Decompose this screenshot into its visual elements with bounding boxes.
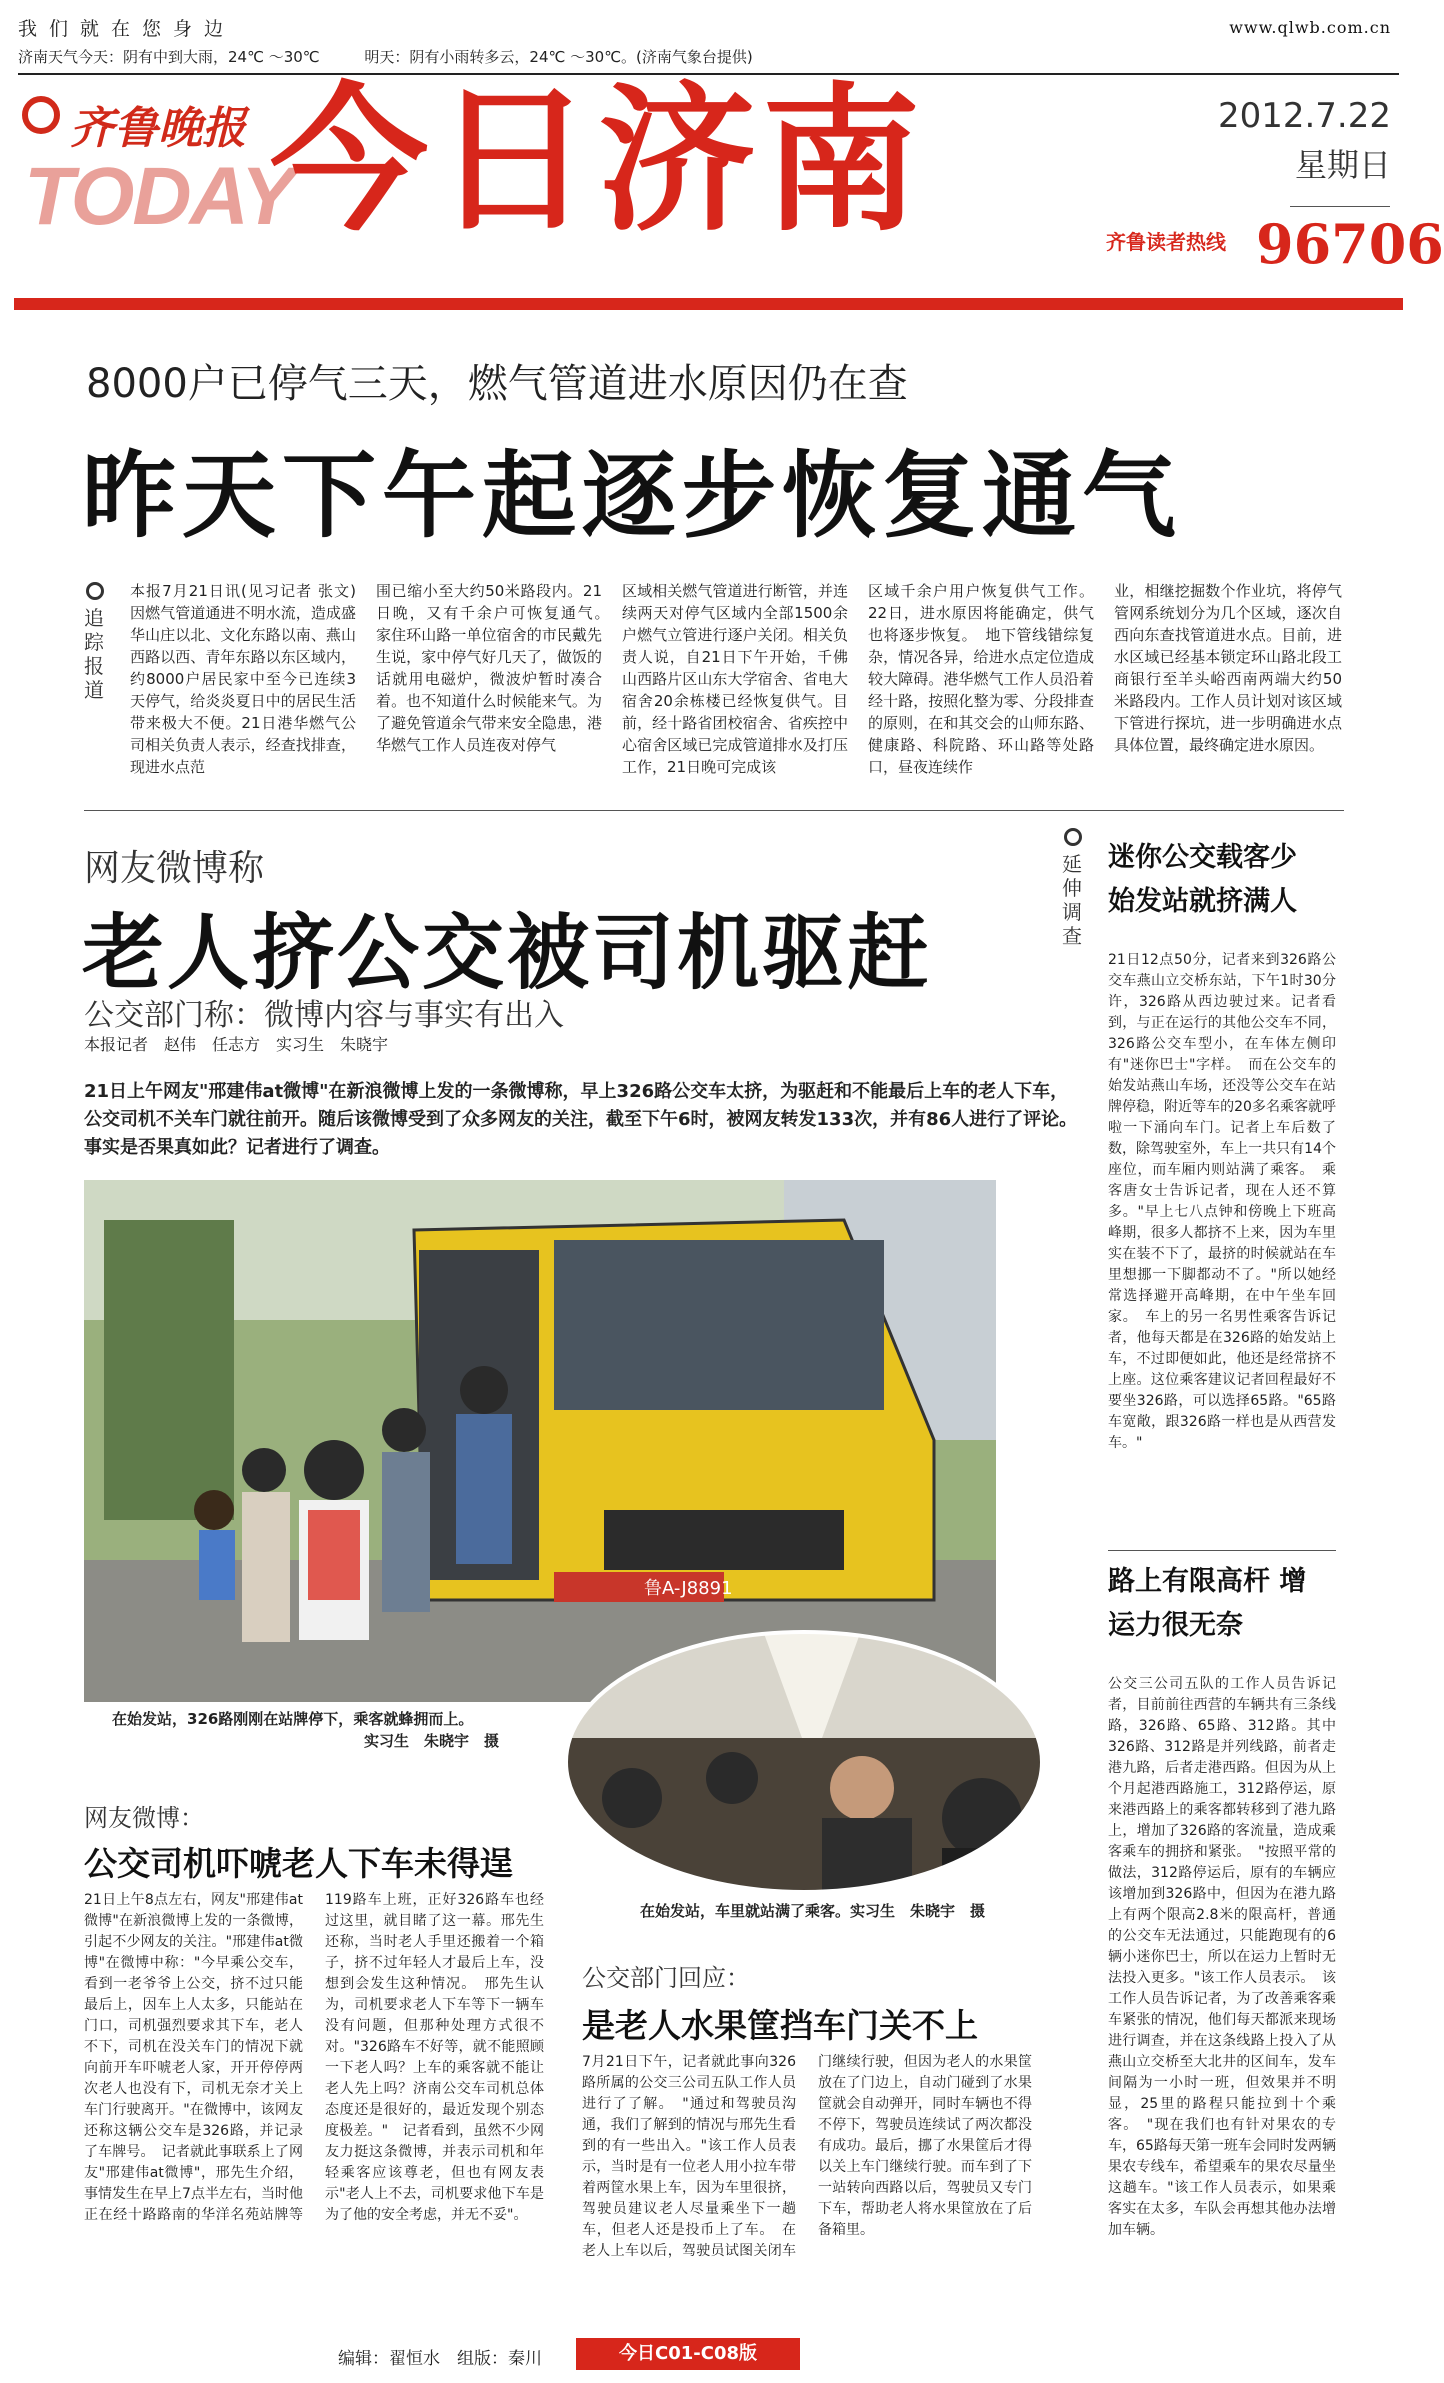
date-divider bbox=[1290, 206, 1390, 207]
story4-headline: 是老人水果筐挡车门关不上 bbox=[582, 2006, 978, 2045]
sidebar-head-2: 路上有限高杆 增运力很无奈 bbox=[1108, 1566, 1307, 1641]
story1-col-2: 围已缩小至大约50米路段内。21日晚，又有千余户可恢复通气。 家住环山路一单位宿舍的市民戴先生说，家中停气好几天了，做饭的话就用电磁炉，微波炉暂时凑合着。也不知道什么时候能来气。为了避免管道余气带来安全隐患，港华燃气工作人员连夜对停气 bbox=[376, 582, 618, 754]
today-logo: TODAY bbox=[24, 151, 294, 242]
website-url[interactable]: www.qlwb.com.cn bbox=[1229, 18, 1391, 37]
story2-headline: 老人挤公交被司机驱赶 bbox=[82, 906, 933, 1001]
section-title: 今日济南 bbox=[270, 69, 926, 253]
story2-lead: 21日上午网友"邢建伟at微博"在新浪微博上发的一条微博称，早上326路公交车太挤，为驱赶和不能最后上车的老人下车，公交司机不关车门就往前开。随后该微博受到了众多网友的关注，截至下午6时，被网友转发133次，并有86人进行了评论。事实是否果真如此？记者进行了调查。 bbox=[84, 1081, 1078, 1158]
sidebar-text-1: 21日12点50分，记者来到326路公交车燕山立交桥东站，下午1时30分许，326路从西边驶过来。记者看到，与正在运行的其他公交车不同，326路公交车型小，在车体左侧印有"迷你巴士"字样。 而在公交车的始发站燕山车场，还没等公交车在站牌停稳，附近等车的20多名乘客就呼啦一下涌向车门。记者上车后数了数，除驾驶室外，车上一共只有14个座位，而车厢内则站满了乘客。 乘客唐女士告诉记者，现在人还不算多。"早上七八点钟和傍晚上下班高峰期，很多人都挤不上来，因为车里实在装不下了，最挤的时候就站在车里想挪一下脚都动不了。"所以她经常选择避开高峰期，在中午坐车回家。 车上的另一名男性乘客告诉记者，他每天都是在326路的始发站上车，不过即便如此，他还是经常挤不上座。这位乘客建议记者回程最好不要坐326路，可以选择65路。"65路车宽敞，跟326路一样也是从西营发车。" bbox=[1108, 952, 1336, 1451]
sidebar-rule bbox=[1108, 1550, 1336, 1551]
bus-boarding-photo bbox=[84, 1180, 996, 1702]
issue-date: 2012.7.22 bbox=[1217, 96, 1391, 136]
footer-page-range: 今日C01-C08版 bbox=[576, 2338, 800, 2370]
story2-deck: 公交部门称：微博内容与事实有出入 bbox=[84, 998, 564, 1033]
bus-scene-illustration bbox=[84, 1180, 996, 1702]
bus-interior-photo bbox=[562, 1628, 1046, 1896]
story1-col-1: 本报7月21日讯(见习记者 张文) 因燃气管道通进不明水流，造成盛华山庄以北、文化东路以南、燕山西路以西、青年东路以东区域内，约8000户居民家中至今已连续3天停气，给炎炎夏日中的居民生活带来极大不便。21日港华燃气公司相关负责人表示，经查找排查，现进水点范 bbox=[130, 582, 356, 776]
story2-byline: 本报记者 赵伟 任志方 实习生 朱晓宇 bbox=[84, 1035, 389, 1054]
photo2-caption: 在始发站，车里就站满了乘客。实习生 朱晓宇 摄 bbox=[640, 1902, 986, 1920]
story1-col-4: 区域千余户用户恢复供气工作。22日，进水原因将能确定，供气也将逐步恢复。 地下管线错综复杂，情况各异，给进水点定位造成较大障碍。港华燃气工作人员沿着经十路，按照化整为零、分段排查的原则，在和其交会的山师东路、健康路、科院路、环山路等处路口，昼夜连续作 bbox=[868, 582, 1094, 776]
tag-circle-icon bbox=[1064, 828, 1082, 846]
hotline-label: 齐鲁读者热线 bbox=[1106, 230, 1226, 254]
story4-body: 7月21日下午，记者就此事向326路所属的公交三公司五队工作人员进行了了解。 "通过和驾驶员沟通，我们了解到的情况与邢先生看到的有一些出入。"该工作人员表示，当时是有一位老人用小拉车带着两筐水果上车，因为车里很挤，驾驶员建议老人尽量乘坐下一趟车，但老人还是投币上了车。 在老人上车以后，驾驶员试图关闭车门继续行驶，但因为老人的水果筐放在了门边上，自动门碰到了水果筐就会自动弹开，同时车辆也不得不停下，驾驶员连续试了两次都没有成功。最后，挪了水果筐后才得以关上车门继续行驶。而车到了下一站转向西路以后，驾驶员又专门下车，帮助老人将水果筐放在了后备箱里。 bbox=[582, 2054, 1032, 2259]
tag-circle-icon bbox=[86, 582, 104, 600]
footer-editors: 编辑：翟恒水 组版：秦川 bbox=[338, 2349, 542, 2369]
masthead-red-bar bbox=[14, 298, 1403, 310]
issue-weekday: 星期日 bbox=[1294, 146, 1391, 184]
story1-bottom-rule bbox=[84, 810, 1344, 811]
story3-headline: 公交司机吓唬老人下车未得逞 bbox=[84, 1844, 513, 1883]
photo1-caption: 在始发站，326路刚刚在站牌停下，乘客就蜂拥而上。 bbox=[112, 1710, 474, 1728]
slogan: 我们就在您身边 bbox=[18, 18, 236, 40]
sidebar-head-1: 迷你公交载客少 始发站就挤满人 bbox=[1108, 842, 1297, 917]
weather-tomorrow: 明天：阴有小雨转多云，24℃ ～30℃。(济南气象台提供) bbox=[364, 48, 753, 66]
brand-name: 齐鲁晚报 bbox=[70, 103, 246, 154]
brand-logo-icon bbox=[22, 96, 60, 134]
sidebar-tag: 延伸调查 bbox=[1062, 828, 1090, 948]
bus-plate-text: 鲁A-J8891 bbox=[644, 1578, 733, 1599]
photo1-credit: 实习生 朱晓宇 摄 bbox=[364, 1732, 500, 1750]
weather-today: 济南天气今天：阴有中到大雨，24℃ ～30℃ bbox=[18, 48, 320, 66]
story1-col-3: 区域相关燃气管道进行断管，并连续两天对停气区域内全部1500余户燃气立管进行逐户关闭。相关负责人说，自21日下午开始，千佛山西路片区山东大学宿舍、省电大宿舍20余栋楼已经恢复供气。目前，经十路省团校宿舍、省疾控中心宿舍区域已完成管道排水及打压工作，21日晚可完成该 bbox=[622, 582, 848, 776]
story3-label: 网友微博： bbox=[84, 1804, 204, 1832]
story2-kicker: 网友微博称 bbox=[84, 848, 265, 889]
story1-headline: 昨天下午起逐步恢复通气 bbox=[82, 442, 1183, 551]
story1-tag: 追踪报道 bbox=[84, 582, 112, 702]
bus-interior-illustration bbox=[562, 1628, 1046, 1896]
story1-col-5: 业，相继挖掘数个作业坑，将停气管网系统划分为几个区域，逐次自西向东查找管道进水点。目前，进水区域已经基本锁定环山路北段工商银行至羊头峪西南两端大约50米路段内。工作人员计划对该区域下管进行探坑，进一步明确进水点具体位置，最终确定进水原因。 bbox=[1114, 582, 1342, 754]
story3-body: 21日上午8点左右，网友"邢建伟at微博"在新浪微博上发的一条微博，引起不少网友的关注。"邢建伟at微博"在微博中称："今早乘公交车，看到一老爷爷上公交，挤不过只能最后上，因车上人太多，只能站在门口，司机强烈要求其下车，老人不下，司机在没关车门的情况下就向前开车吓唬老人家，开开停停两次老人也没有下，司机无奈才关上车门行驶离开。"在微博中，该网友还称这辆公交车是326路，并记录了车牌号。 记者就此事联系上了网友"邢建伟at微博"，邢先生介绍，事情发生在早上7点半左右，当时他正在经十路路南的华洋名苑站牌等119路车上班，正好326路车也经过这里，就目睹了这一幕。邢先生还称，当时老人手里还搬着一个箱子，挤不过年轻人才最后上车，没想到会发生这种情况。 邢先生认为，司机要求老人下车等下一辆车没有问题，但那种处理方式很不对。"326路车不好等，就不能照顾一下老人吗？上车的乘客就不能让老人先上吗？济南公交车司机总体态度还是很好的，最近发现个别态度极差。" 记者看到，虽然不少网友力挺这条微博，并表示司机和年轻乘客应该尊老，但也有网友表示"老人上不去，司机要求他下车是为了他的安全考虑，并无不妥"。 bbox=[84, 1892, 544, 2223]
story4-label: 公交部门回应： bbox=[582, 1964, 750, 1992]
story1-subhead: 8000户已停气三天，燃气管道进水原因仍在查 bbox=[86, 361, 908, 407]
sidebar-text-2: 公交三公司五队的工作人员告诉记者，目前前往西营的车辆共有三条线路，326路、65路、312路。其中326路、312路是并列线路，前者走港九路，后者走港西路。但因为从上个月起港西路施工，312路停运，原来港西路上的乘客都转移到了港九路上，增加了326路的客流量，造成乘客乘车的拥挤和紧张。 "按照平常的做法，312路停运后，原有的车辆应该增加到326路中，但因为在港九路上有两个限高2.8米的限高杆，普通的公交车无法通过，只能跑现有的6辆小迷你巴士，所以在运力上暂时无法投入更多。"该工作人员表示。 该工作人员告诉记者，为了改善乘客乘车紧张的情况，他们每天都派来现场进行调查，并在这条线路上投入了从燕山立交桥至大北井的区间车，发车间隔为一小时一班，但效果并不明显，25里的路程只能拉到十个乘客。 "现在我们也有针对果农的专车，65路每天第一班车会同时发两辆果农专线车，希望乘车的果农尽量坐这趟车。"该工作人员表示，如果乘客实在太多，车队会再想其他办法增加车辆。 bbox=[1108, 1676, 1336, 2238]
hotline-number: 96706 bbox=[1256, 212, 1444, 276]
